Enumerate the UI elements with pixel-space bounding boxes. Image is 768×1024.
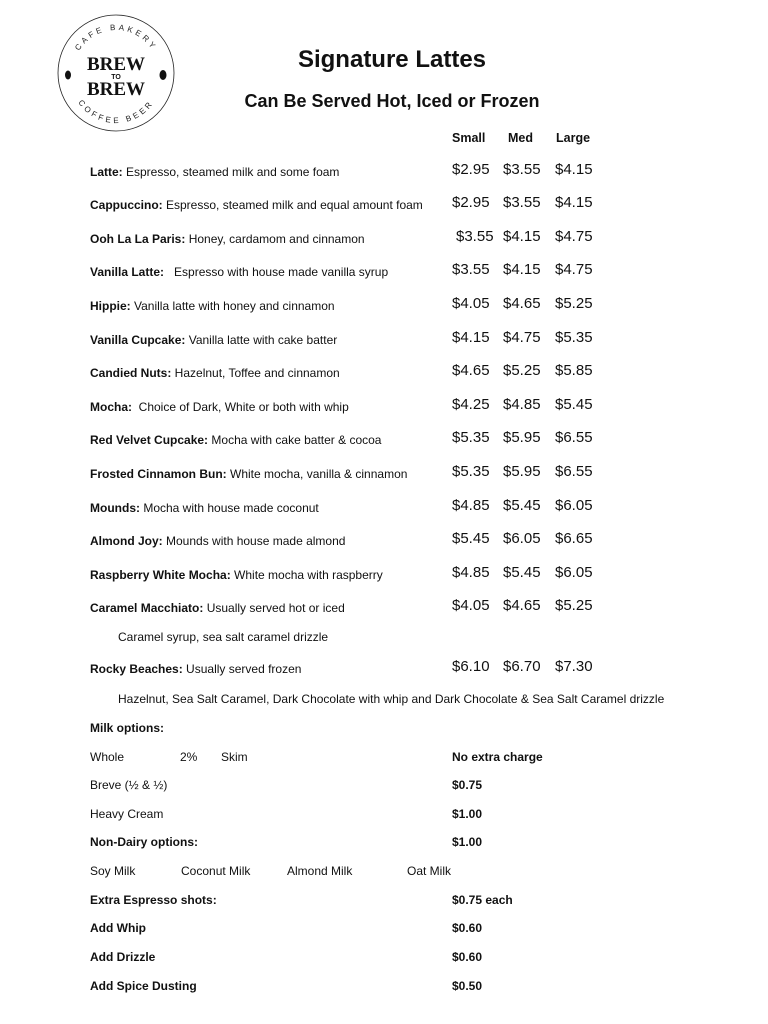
price-large: $6.05 bbox=[555, 497, 593, 514]
menu-item-row bbox=[90, 228, 710, 250]
milk-whole: Whole bbox=[90, 750, 125, 764]
price-large: $5.45 bbox=[555, 396, 593, 413]
menu-item-description: Mounds with house made almond bbox=[162, 534, 346, 548]
espresso-shots-price: $0.75 each bbox=[452, 893, 513, 907]
milk-no-extra-charge: No extra charge bbox=[452, 750, 543, 764]
almond-milk: Almond Milk bbox=[287, 864, 353, 878]
price-small: $6.10 bbox=[452, 658, 490, 675]
menu-item-row bbox=[90, 161, 710, 183]
menu-item-name: Latte: bbox=[90, 165, 123, 179]
price-small: $4.25 bbox=[452, 396, 490, 413]
oat-milk: Oat Milk bbox=[407, 864, 452, 878]
price-large: $4.15 bbox=[555, 161, 593, 178]
menu-item-row bbox=[90, 295, 710, 317]
price-small: $5.45 bbox=[452, 530, 490, 547]
price-med: $4.65 bbox=[503, 295, 541, 312]
menu-item-row bbox=[90, 396, 710, 418]
menu-item-name: Vanilla Latte: bbox=[90, 265, 165, 279]
price-med: $4.15 bbox=[503, 261, 541, 278]
logo-brew-bottom: BREW bbox=[86, 79, 146, 100]
menu-item-name: Raspberry White Mocha: bbox=[90, 568, 231, 582]
menu-item-text bbox=[90, 433, 381, 447]
page-title: Signature Lattes bbox=[297, 46, 487, 73]
add-drizzle-label: Add Drizzle bbox=[90, 950, 156, 964]
price-small: $4.05 bbox=[452, 597, 490, 614]
price-med: $3.55 bbox=[503, 161, 541, 178]
price-med: $5.45 bbox=[503, 564, 541, 581]
price-small: $4.15 bbox=[452, 329, 490, 346]
menu-item-description: Espresso, steamed milk and equal amount foam bbox=[162, 198, 423, 212]
menu-item-row bbox=[90, 530, 710, 552]
price-small: $2.95 bbox=[452, 161, 490, 178]
size-header-small: Small bbox=[452, 131, 486, 145]
price-med: $3.55 bbox=[503, 194, 541, 211]
add-whip-label: Add Whip bbox=[90, 921, 146, 935]
heavy-cream-label: Heavy Cream bbox=[90, 807, 164, 821]
price-med: $5.95 bbox=[503, 429, 541, 446]
non-dairy-label: Non-Dairy options: bbox=[90, 835, 198, 849]
menu-item-row bbox=[90, 597, 710, 619]
price-med: $5.95 bbox=[503, 463, 541, 480]
price-small: $5.35 bbox=[452, 429, 490, 446]
menu-item-row bbox=[90, 658, 710, 680]
price-large: $5.85 bbox=[555, 362, 593, 379]
milk-skim: Skim bbox=[221, 750, 248, 764]
menu-item-name: Rocky Beaches: bbox=[90, 662, 183, 676]
menu-item-text bbox=[90, 333, 337, 347]
menu-item-row bbox=[90, 362, 710, 384]
menu-item-text bbox=[90, 366, 340, 380]
menu-item-description: Choice of Dark, White or both with whip bbox=[132, 400, 349, 414]
menu-item-description: Mocha with house made coconut bbox=[140, 501, 319, 515]
menu-item-row bbox=[90, 463, 710, 485]
menu-item-text bbox=[90, 265, 388, 279]
menu-item-row bbox=[90, 429, 710, 451]
price-large: $4.75 bbox=[555, 261, 593, 278]
size-header-large: Large bbox=[556, 131, 591, 145]
breve-price: $0.75 bbox=[452, 778, 483, 792]
menu-item-text bbox=[90, 165, 339, 179]
menu-item-text bbox=[90, 299, 335, 313]
breve-label: Breve (½ & ½) bbox=[90, 778, 168, 792]
menu-item-name: Hippie: bbox=[90, 299, 131, 313]
price-med: $4.15 bbox=[503, 228, 541, 245]
price-large: $5.25 bbox=[555, 597, 593, 614]
menu-item-name: Cappuccino: bbox=[90, 198, 163, 212]
add-spice-price: $0.50 bbox=[452, 979, 483, 993]
soy-milk: Soy Milk bbox=[90, 864, 136, 878]
menu-item-description: Hazelnut, Toffee and cinnamon bbox=[171, 366, 340, 380]
coconut-milk: Coconut Milk bbox=[181, 864, 251, 878]
menu-item-text bbox=[90, 601, 345, 615]
price-large: $6.55 bbox=[555, 463, 593, 480]
milk-options-heading: Milk options: bbox=[90, 721, 164, 735]
price-med: $4.85 bbox=[503, 396, 541, 413]
menu-item-description: Mocha with cake batter & cocoa bbox=[208, 433, 382, 447]
price-large: $6.65 bbox=[555, 530, 593, 547]
espresso-shots-label: Extra Espresso shots: bbox=[90, 893, 217, 907]
price-med: $6.70 bbox=[503, 658, 541, 675]
price-small: $2.95 bbox=[452, 194, 490, 211]
menu-item-text bbox=[90, 198, 423, 212]
add-whip-price: $0.60 bbox=[452, 921, 483, 935]
price-small: $4.05 bbox=[452, 295, 490, 312]
heavy-cream-price: $1.00 bbox=[452, 807, 483, 821]
menu-item-row bbox=[90, 194, 710, 216]
menu-item-description: Honey, cardamom and cinnamon bbox=[185, 232, 365, 246]
menu-item-name: Ooh La La Paris: bbox=[90, 232, 186, 246]
add-drizzle-price: $0.60 bbox=[452, 950, 483, 964]
menu-item-name: Caramel Macchiato: bbox=[90, 601, 204, 615]
menu-item-description: Vanilla latte with honey and cinnamon bbox=[130, 299, 335, 313]
menu-item-text bbox=[90, 232, 365, 246]
price-large: $5.35 bbox=[555, 329, 593, 346]
price-small: $4.85 bbox=[452, 564, 490, 581]
price-large: $6.05 bbox=[555, 564, 593, 581]
milk-2-percent: 2% bbox=[180, 750, 198, 764]
price-large: $7.30 bbox=[555, 658, 593, 675]
price-med: $4.75 bbox=[503, 329, 541, 346]
menu-item-row bbox=[90, 261, 710, 283]
menu-item-name: Mounds: bbox=[90, 501, 140, 515]
menu-item-name: Mocha: bbox=[90, 400, 132, 414]
menu-item-text bbox=[90, 662, 301, 676]
price-large: $5.25 bbox=[555, 295, 593, 312]
price-large: $6.55 bbox=[555, 429, 593, 446]
menu-item-row bbox=[90, 497, 710, 519]
menu-item-row bbox=[90, 329, 710, 351]
logo-to: TO bbox=[111, 74, 121, 81]
menu-item-text bbox=[90, 501, 319, 515]
logo-bottom-text: COFFEE BEER bbox=[76, 98, 156, 126]
price-med: $6.05 bbox=[503, 530, 541, 547]
rocky-beaches-detail: Hazelnut, Sea Salt Caramel, Dark Chocolate with whip and Dark Chocolate & Sea Salt Caramel drizzle bbox=[118, 692, 665, 706]
menu-item-description: Espresso, steamed milk and some foam bbox=[122, 165, 340, 179]
caramel-macchiato-detail: Caramel syrup, sea salt caramel drizzle bbox=[118, 630, 329, 644]
menu-item-description: Espresso with house made vanilla syrup bbox=[164, 265, 389, 279]
price-med: $5.45 bbox=[503, 497, 541, 514]
menu-item-description: White mocha with raspberry bbox=[230, 568, 383, 582]
menu-item-text bbox=[90, 534, 345, 548]
menu-item-text bbox=[90, 467, 407, 481]
page-subtitle: Can Be Served Hot, Iced or Frozen bbox=[244, 91, 540, 111]
menu-item-description: Vanilla latte with cake batter bbox=[185, 333, 338, 347]
menu-item-text bbox=[90, 400, 349, 414]
price-small: $4.65 bbox=[452, 362, 490, 379]
non-dairy-price: $1.00 bbox=[452, 835, 483, 849]
menu-item-name: Vanilla Cupcake: bbox=[90, 333, 186, 347]
menu-item-name: Red Velvet Cupcake: bbox=[90, 433, 209, 447]
price-large: $4.15 bbox=[555, 194, 593, 211]
price-med: $5.25 bbox=[503, 362, 541, 379]
menu-item-description: Usually served frozen bbox=[182, 662, 302, 676]
menu-item-row bbox=[90, 564, 710, 586]
logo-top-text: CAFE BAKERY bbox=[73, 22, 159, 53]
price-small: $3.55 bbox=[456, 228, 494, 245]
add-spice-label: Add Spice Dusting bbox=[90, 979, 197, 993]
price-large: $4.75 bbox=[555, 228, 593, 245]
menu-item-text bbox=[90, 568, 383, 582]
logo-brew-top: BREW bbox=[86, 54, 146, 75]
size-header-med: Med bbox=[508, 131, 533, 145]
menu-item-name: Candied Nuts: bbox=[90, 366, 172, 380]
price-small: $5.35 bbox=[452, 463, 490, 480]
price-med: $4.65 bbox=[503, 597, 541, 614]
menu-item-description: Usually served hot or iced bbox=[203, 601, 345, 615]
menu-item-description: White mocha, vanilla & cinnamon bbox=[226, 467, 408, 481]
price-small: $3.55 bbox=[452, 261, 490, 278]
menu-item-name: Frosted Cinnamon Bun: bbox=[90, 467, 227, 481]
menu-item-name: Almond Joy: bbox=[90, 534, 163, 548]
price-small: $4.85 bbox=[452, 497, 490, 514]
